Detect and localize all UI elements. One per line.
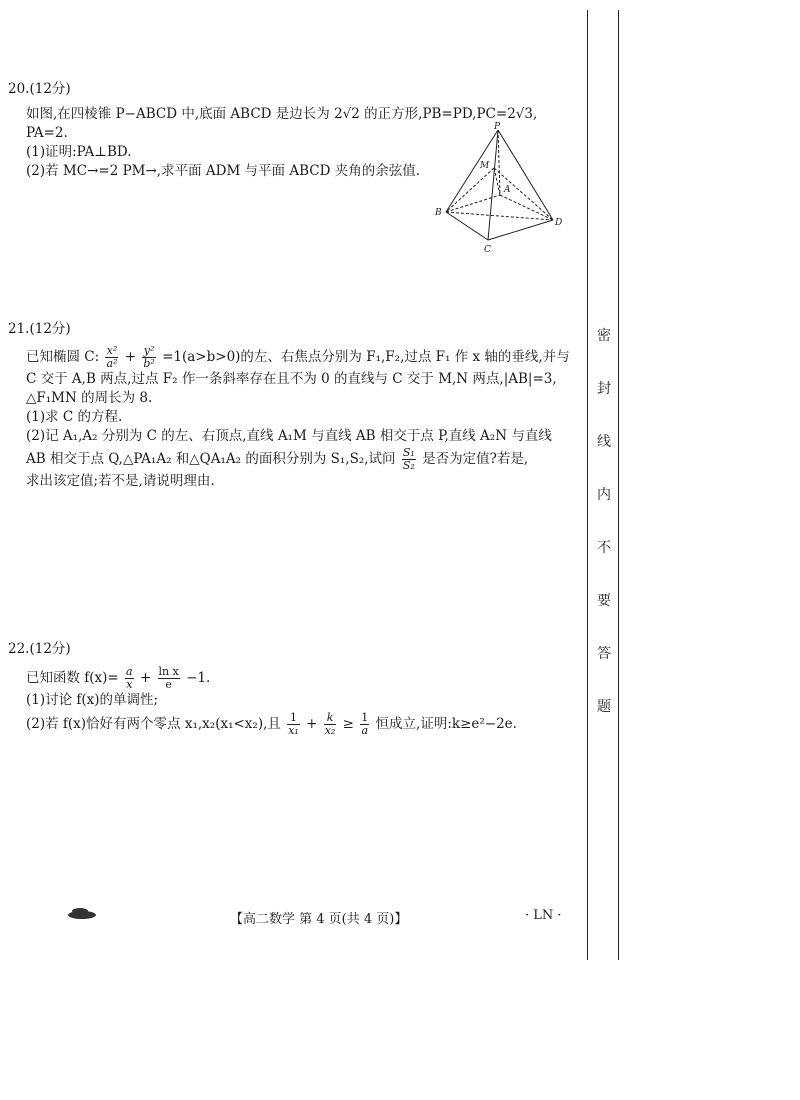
label-C: C <box>484 245 491 255</box>
text-segment: =1(a>b>0)的左、右焦点分别为 F₁,F₂,过点 F₁ 作 x 轴的垂线,并与 <box>162 349 570 365</box>
frac-den: a <box>361 724 369 737</box>
text-segment: ≥ <box>342 716 354 732</box>
question-22-title: 22.(12分) <box>8 641 71 657</box>
fraction <box>402 447 416 472</box>
text-segment: AB 相交于点 Q,△PA₁A₂ 和△QA₁A₂ 的面积分别为 S₁,S₂,试问 <box>26 451 396 467</box>
question-22-part-1: (1)讨论 f(x)的单调性; <box>26 692 159 708</box>
frac-num: S₁ <box>402 446 415 459</box>
seal-char: 答 <box>597 646 611 662</box>
label-M: M <box>480 161 490 171</box>
frac-den: S₂ <box>402 459 415 472</box>
text-segment: 已知椭圆 C: <box>26 349 100 365</box>
text-segment: 是否为定值?若是, <box>422 451 529 467</box>
label-D: D <box>555 218 563 228</box>
seal-char: 内 <box>597 487 611 503</box>
text-segment: + <box>124 349 137 365</box>
frac-num: x² <box>106 344 118 357</box>
question-20-part-2: (2)若 MC→=2 PM→,求平面 ADM 与平面 ABCD 夹角的余弦值. <box>26 163 421 179</box>
fraction <box>360 712 369 737</box>
seal-notice <box>594 325 614 716</box>
frac-den: x₂ <box>324 724 336 737</box>
frac-num: k <box>324 712 337 725</box>
text-segment: + <box>306 716 318 732</box>
text-segment: 恒成立,证明:k≥e²−2e. <box>375 716 517 732</box>
question-20-title: 20.(12分) <box>8 81 71 97</box>
frac-num: 1 <box>361 711 369 724</box>
question-21-title: 21.(12分) <box>8 321 71 337</box>
frac-den: x₁ <box>288 724 299 737</box>
frac-num: a <box>126 665 133 678</box>
label-P: P <box>494 122 501 132</box>
label-B: B <box>435 208 442 218</box>
question-21-part-2-cont: 求出该定值;若不是,请说明理由. <box>26 473 215 489</box>
seal-char: 密 <box>597 328 611 344</box>
seal-char: 不 <box>597 540 611 556</box>
question-20-part-1: (1)证明:PA⊥BD. <box>26 144 132 160</box>
question-20-stem: 如图,在四棱锥 P−ABCD 中,底面 ABCD 是边长为 2√2 的正方形,PB=PD,PC=2√3, <box>26 106 538 122</box>
pyramid-figure <box>428 120 568 265</box>
seal-char: 题 <box>597 699 611 715</box>
text-segment: 已知函数 f(x)= <box>26 670 119 686</box>
fraction <box>142 345 155 370</box>
text-segment: (2)若 f(x)恰好有两个零点 x₁,x₂(x₁<x₂),且 <box>26 716 281 732</box>
question-21-stem-cont: △F₁MN 的周长为 8. <box>26 390 153 406</box>
seal-char: 封 <box>597 381 611 397</box>
question-21-stem-cont: C 交于 A,B 两点,过点 F₂ 作一条斜率存在且不为 0 的直线与 C 交于 M,N 两点,|AB|=3, <box>26 371 557 387</box>
binding-line-right <box>618 10 619 960</box>
fraction <box>125 666 134 691</box>
fraction <box>324 712 337 737</box>
seal-char: 线 <box>597 434 611 450</box>
question-20-stem-cont: PA=2. <box>26 125 68 141</box>
question-21-stem <box>26 345 570 370</box>
fraction <box>158 666 180 691</box>
question-21-part-2-cont <box>26 446 570 472</box>
fraction <box>105 345 118 370</box>
publisher-logo-icon <box>66 906 98 920</box>
question-22-stem <box>26 665 517 691</box>
frac-num: ln x <box>158 665 179 678</box>
label-A: A <box>504 185 511 195</box>
seal-char: 要 <box>597 593 611 609</box>
question-21-part-1: (1)求 C 的方程. <box>26 409 123 425</box>
frac-den: a² <box>106 357 118 370</box>
frac-den: b² <box>143 357 155 370</box>
question-22-part-2 <box>26 710 517 738</box>
question-21 <box>8 320 570 491</box>
binding-line-left <box>587 10 588 960</box>
frac-num: 1 <box>287 712 300 725</box>
frac-den: e <box>165 678 172 691</box>
question-22 <box>8 640 517 738</box>
text-segment: −1. <box>186 670 211 686</box>
text-segment: + <box>139 670 152 686</box>
question-21-part-2: (2)记 A₁,A₂ 分别为 C 的左、右顶点,直线 A₁M 与直线 AB 相交于点 P,直线 A₂N 与直线 <box>26 428 552 444</box>
frac-den: x <box>126 678 133 691</box>
footer-page-info: 【高二数学 第 4 页(共 4 页)】 <box>230 912 408 927</box>
fraction <box>287 712 300 737</box>
frac-num: y² <box>143 344 155 357</box>
footer-code: · LN · <box>525 908 562 923</box>
